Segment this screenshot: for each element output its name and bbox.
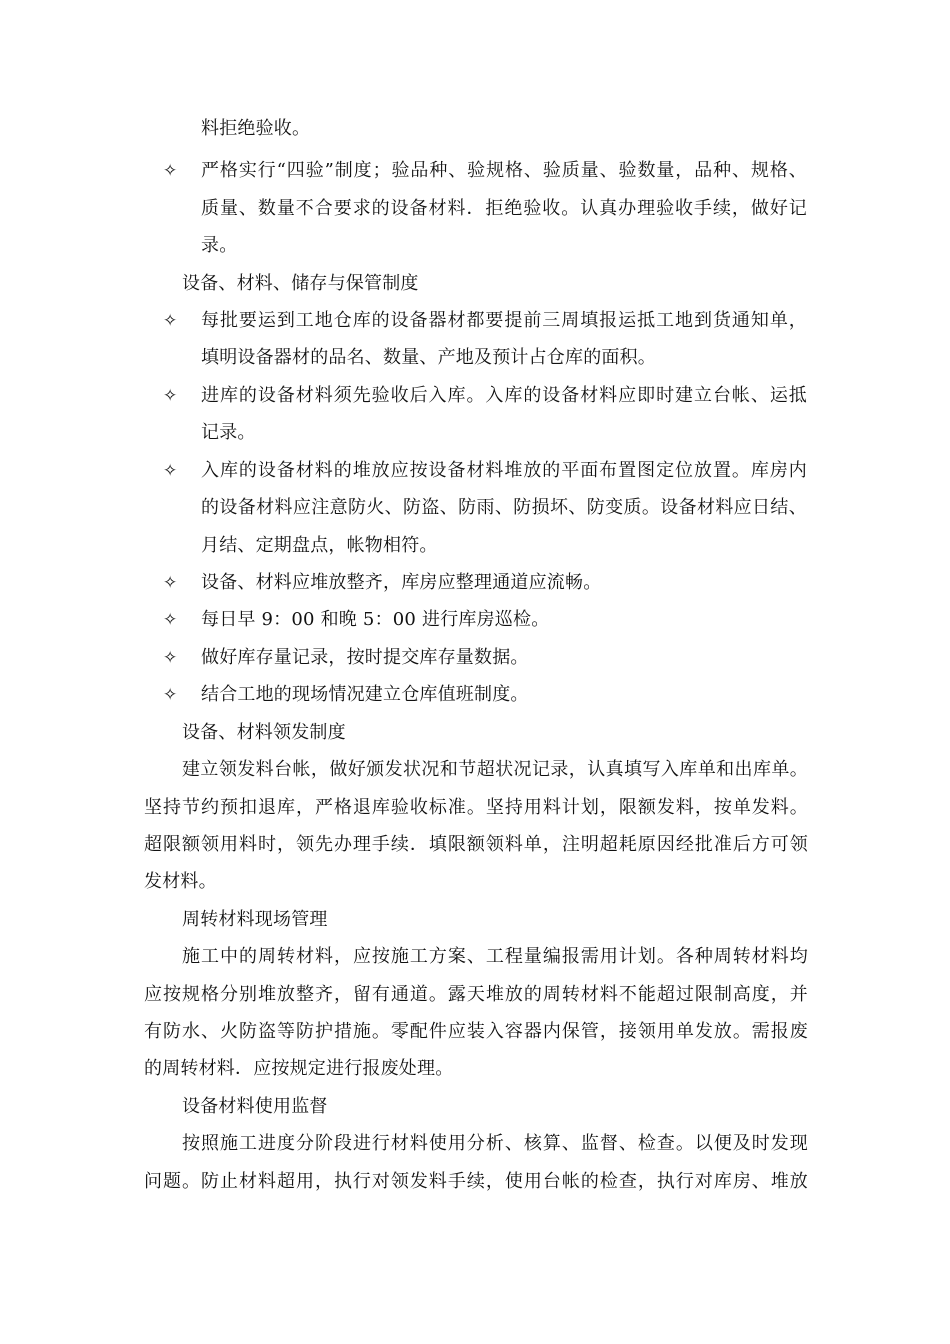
bullet-diamond-icon: ✧ bbox=[163, 685, 178, 705]
text-line: 月结、定期盘点，帐物相符。 bbox=[201, 535, 438, 556]
section-heading: 周转材料现场管理 bbox=[182, 909, 328, 930]
bullet-diamond-icon: ✧ bbox=[163, 648, 178, 668]
text-line: 超限额领用料时，领先办理手续．填限额领料单，注明超耗原因经批准后方可领 bbox=[144, 834, 808, 855]
text-line: 有防水、火防盗等防护措施。零配件应装入容器内保管，接领用单发放。需报废 bbox=[144, 1021, 808, 1042]
bullet-diamond-icon: ✧ bbox=[163, 461, 178, 481]
text-line: 录。 bbox=[201, 235, 238, 256]
text-line: 每批要运到工地仓库的设备器材都要提前三周填报运抵工地到货通知单， bbox=[201, 310, 807, 331]
bullet-diamond-icon: ✧ bbox=[163, 311, 178, 331]
bullet-diamond-icon: ✧ bbox=[163, 386, 178, 406]
text-line: 做好库存量记录，按时提交库存量数据。 bbox=[201, 647, 529, 668]
text-line: 的周转材料．应按规定进行报废处理。 bbox=[144, 1058, 454, 1079]
bullet-diamond-icon: ✧ bbox=[163, 573, 178, 593]
text-line: 的设备材料应注意防火、防盗、防雨、防损坏、防变质。设备材料应日结、 bbox=[201, 497, 807, 518]
text-line: 建立领发料台帐，做好颁发状况和节超状况记录，认真填写入库单和出库单。 bbox=[182, 759, 808, 780]
text-line: 发材料。 bbox=[144, 871, 217, 892]
text-line: 入库的设备材料的堆放应按设备材料堆放的平面布置图定位放置。库房内 bbox=[201, 460, 807, 481]
text-line: 坚持节约预扣退库，严格退库验收标准。坚持用料计划，限额发料，按单发料。 bbox=[144, 797, 808, 818]
bullet-diamond-icon: ✧ bbox=[163, 610, 178, 630]
text-line: 问题。防止材料超用，执行对领发料手续，使用台帐的检查，执行对库房、堆放 bbox=[144, 1171, 808, 1192]
text-line: 料拒绝验收。 bbox=[201, 118, 311, 139]
text-line: 按照施工进度分阶段进行材料使用分析、核算、监督、检查。以便及时发现 bbox=[182, 1133, 808, 1154]
section-heading: 设备、材料领发制度 bbox=[182, 722, 346, 743]
text-line: 进库的设备材料须先验收后入库。入库的设备材料应即时建立台帐、运抵 bbox=[201, 385, 807, 406]
text-line: 施工中的周转材料，应按施工方案、工程量编报需用计划。各种周转材料均 bbox=[182, 946, 808, 967]
bullet-diamond-icon: ✧ bbox=[163, 161, 178, 181]
section-heading: 设备、材料、储存与保管制度 bbox=[182, 273, 419, 294]
text-line: 结合工地的现场情况建立仓库值班制度。 bbox=[201, 684, 529, 705]
text-line: 严格实行“四验”制度；验品种、验规格、验质量、验数量，品种、规格、 bbox=[201, 160, 807, 181]
text-line: 设备、材料应堆放整齐，库房应整理通道应流畅。 bbox=[201, 572, 602, 593]
text-line: 质量、数量不合要求的设备材料．拒绝验收。认真办理验收手续，做好记 bbox=[201, 198, 807, 219]
text-line: 填明设备器材的品名、数量、产地及预计占仓库的面积。 bbox=[201, 347, 656, 368]
text-line: 记录。 bbox=[201, 422, 256, 443]
text-line: 每日早 9：00 和晚 5：00 进行库房巡检。 bbox=[201, 609, 550, 630]
text-line: 应按规格分别堆放整齐，留有通道。露天堆放的周转材料不能超过限制高度，并 bbox=[144, 984, 808, 1005]
section-heading: 设备材料使用监督 bbox=[182, 1096, 328, 1117]
